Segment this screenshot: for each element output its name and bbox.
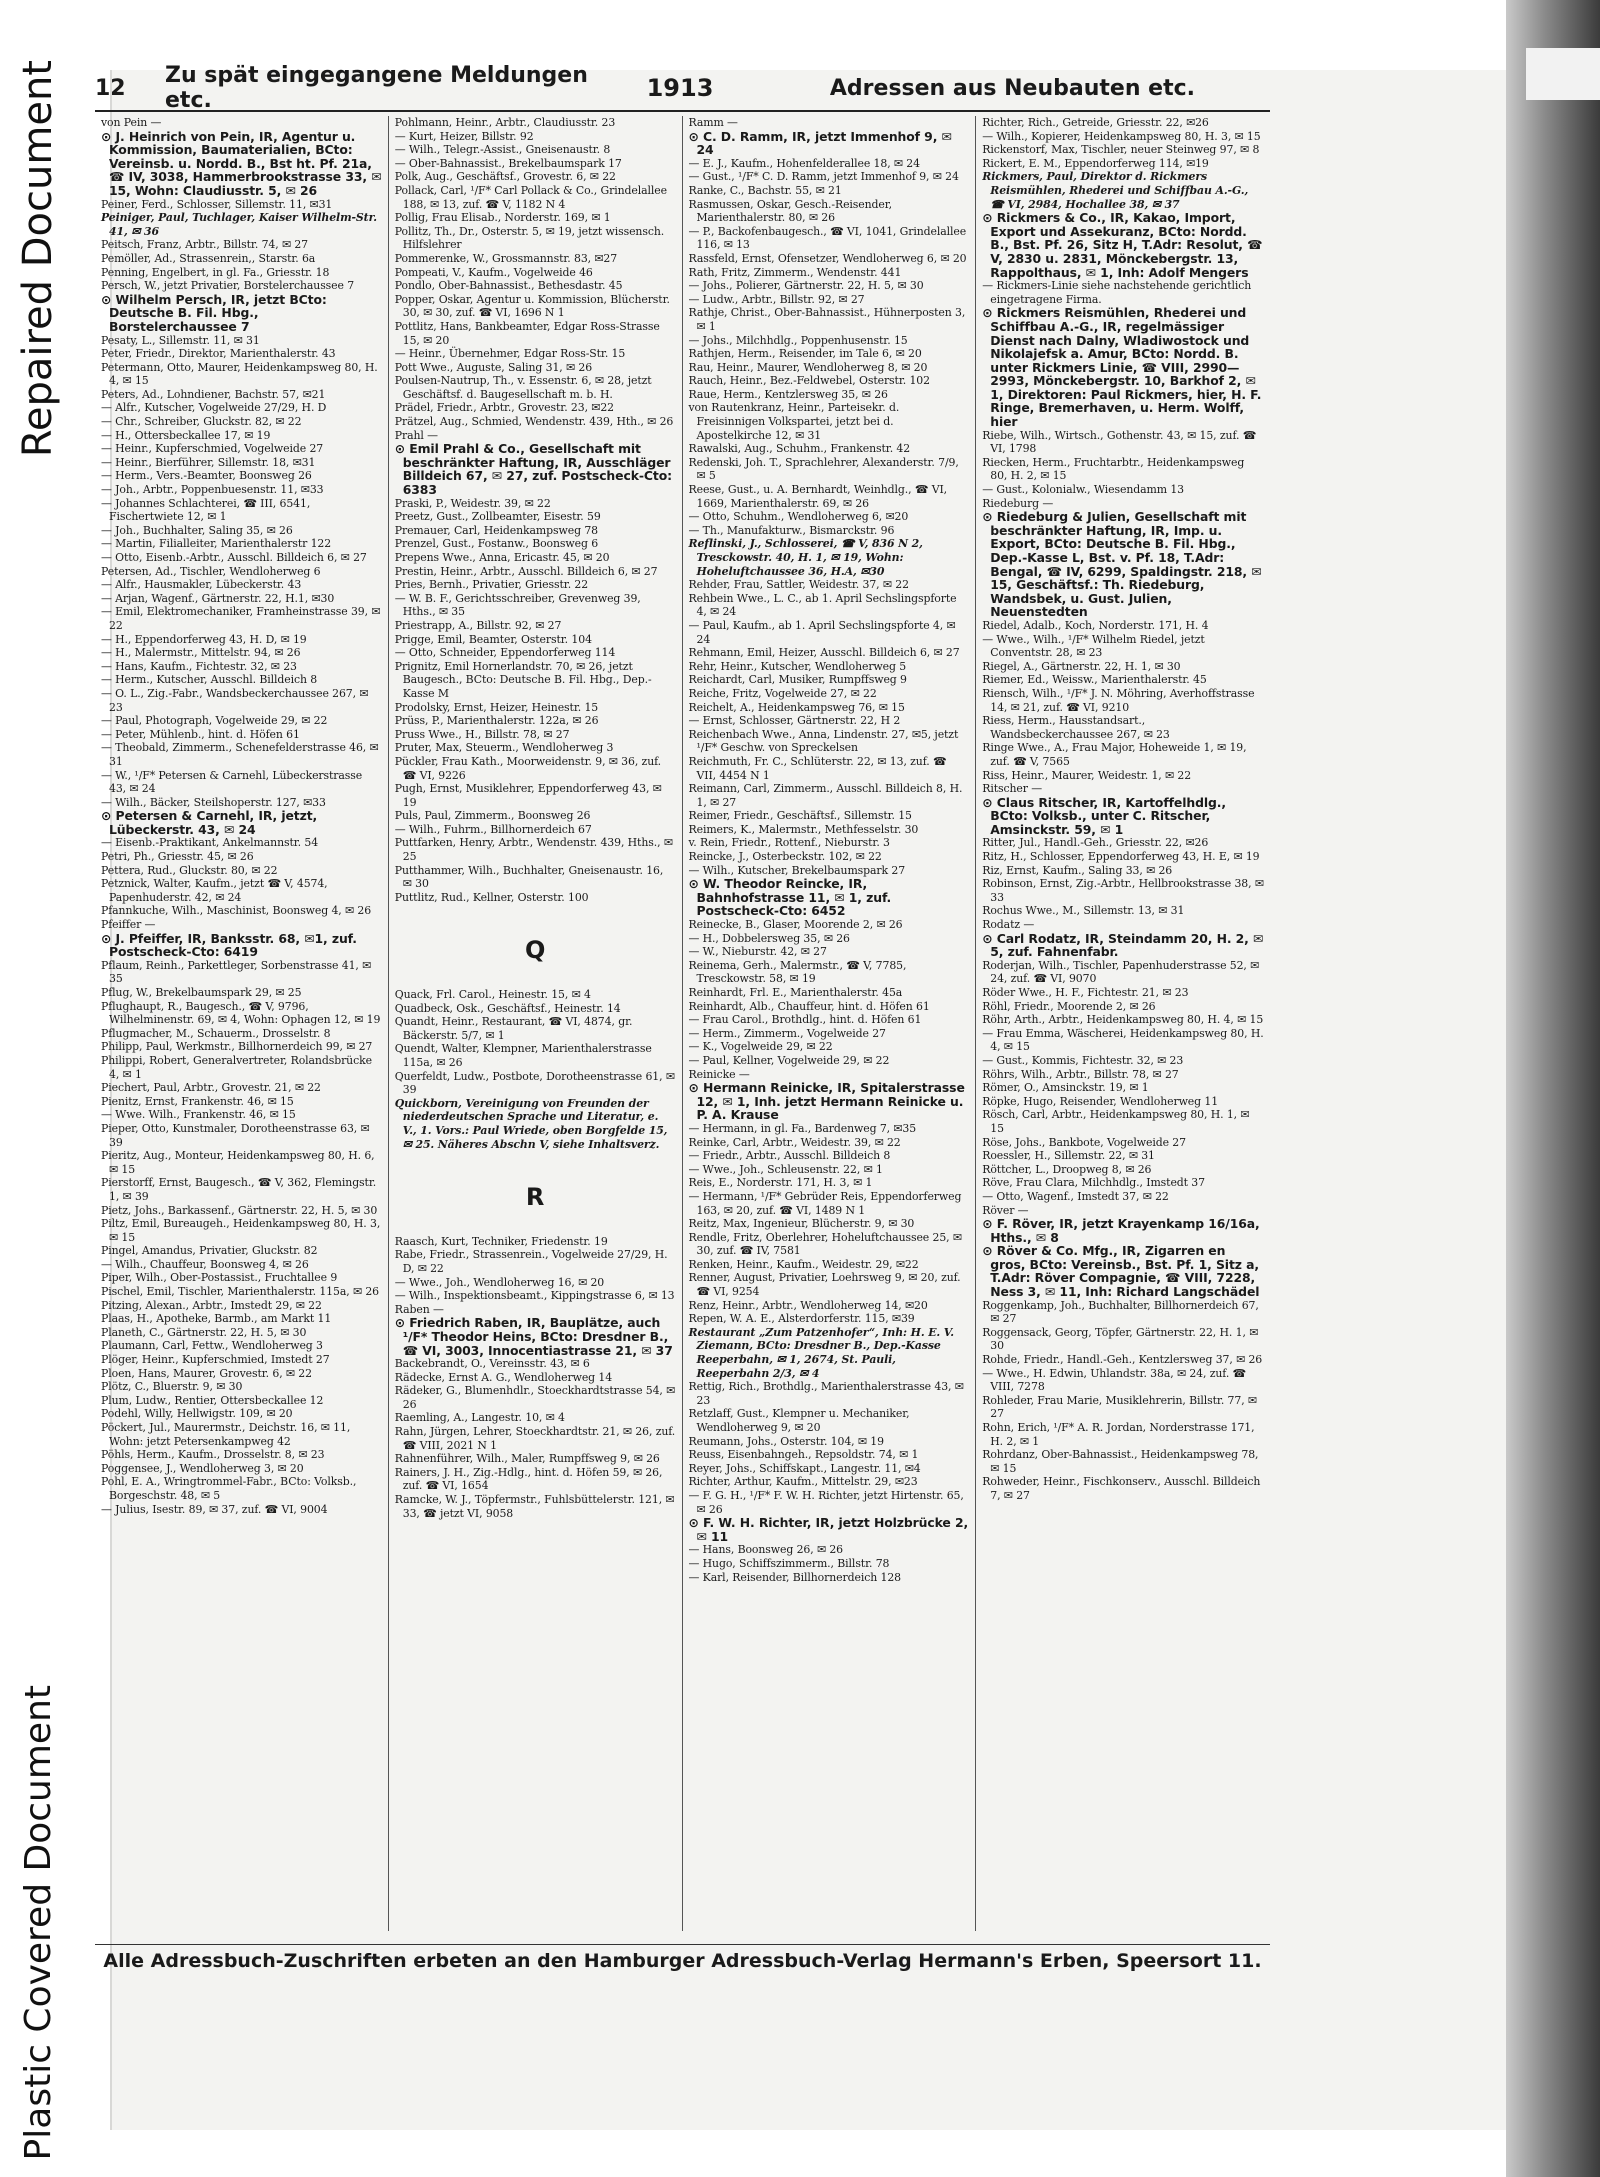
directory-entry: Pettera, Rud., Gluckstr. 80, ✉ 22 [101,863,278,877]
scanner-edge [1506,0,1600,2177]
directory-entry: — Ludw., Arbtr., Billstr. 92, ✉ 27 [688,292,865,306]
directory-entry: Restaurant „Zum Patzenhofer“, Inh: H. E. V. Ziemann, BCto: Dresdner B., Dep.-Kasse Reeperbahn, ✉ 1, 2674, St. Pauli, Reeperbahn 2/3, ✉ 4 [688,1325,954,1380]
directory-entry: Pohlmann, Heinr., Arbtr., Claudiusstr. 23 [394,116,616,129]
directory-entry: Rathje, Christ., Ober-Bahnassist., Hühnerposten 3, ✉ 1 [688,306,966,333]
directory-entry: Pückler, Frau Kath., Moorweidenstr. 9, ✉ 36, zuf. ☎ VI, 9226 [394,754,662,782]
directory-entry: Prahl — [394,428,438,442]
directory-entry: Pingel, Amandus, Privatier, Gluckstr. 82 [101,1244,318,1258]
directory-entry: Rabe, Friedr., Strassenrein., Vogelweide 27/29, H. D, ✉ 22 [394,1248,668,1275]
directory-entry: Roderjan, Wilh., Tischler, Papenhuderstrasse 52, ✉ 24, zuf. ☎ VI, 9070 [982,958,1260,986]
directory-entry: Peters, Ad., Lohndiener, Bachstr. 57, ✉21 [101,387,326,401]
directory-entry: Röder Wwe., H. F., Fichtestr. 21, ✉ 23 [982,986,1189,999]
directory-entry: Petersen, Ad., Tischler, Wendloherweg 6 [101,564,321,578]
firm-entry: ⊙ F. Röver, IR, jetzt Krayenkamp 16/16a, Hths., ✉ 8 [982,1216,1260,1245]
directory-entry: Raue, Herm., Kentzlersweg 35, ✉ 26 [688,387,888,401]
directory-entry: Puttfarken, Henry, Arbtr., Wendenstr. 439, Hths., ✉ 25 [394,836,673,864]
directory-entry: Raasch, Kurt, Techniker, Friedenstr. 19 [394,1234,608,1248]
directory-entry: Polk, Aug., Geschäftsf., Grovestr. 6, ✉ 22 [394,170,616,184]
directory-entry: Pitzing, Alexan., Arbtr., Imstedt 29, ✉ 22 [101,1298,322,1312]
directory-entry: — Ober-Bahnassist., Brekelbaumspark 17 [394,156,622,170]
directory-entry: Quendt, Walter, Klempner, Marienthalerstrasse 115a, ✉ 26 [394,1042,652,1069]
directory-entry: — Wilh., Inspektionsbeamt., Kippingstrasse 6, ✉ 13 [394,1289,675,1303]
directory-entry: Reinecke, B., Glaser, Moorende 2, ✉ 26 [688,918,903,932]
directory-entry: Reinhardt, Frl. E., Marienthalerstr. 45a [688,986,903,999]
directory-entry: — Karl, Reisender, Billhornerdeich 128 [688,1570,901,1584]
directory-entry: Riedeburg — [982,496,1054,510]
directory-entry: Petermann, Otto, Maurer, Heidenkampsweg 80, H. 4, ✉ 15 [101,360,378,388]
directory-entry: — Martin, Filialleiter, Marienthalerstr 122 [101,537,332,551]
directory-entry: — Wilh., Telegr.-Assist., Gneisenaustr. 8 [394,143,611,157]
directory-entry: Prestin, Heinr., Arbtr., Ausschl. Billdeich 6, ✉ 27 [394,564,658,578]
directory-entry: Prignitz, Emil Hornerlandstr. 70, ✉ 26, jetzt Baugesch., BCto: Deutsche B. Fil. Hbg., Dep.-Kasse M [394,659,652,700]
directory-entry: Pott Wwe., Auguste, Saling 31, ✉ 26 [394,360,593,374]
footer-notice: Alle Adressbuch-Zuschriften erbeten an den Hamburger Adressbuch-Verlag Hermann's Erben, Speersort 11. [103,1950,1262,1972]
directory-entry: — Wwe. Wilh., Frankenstr. 46, ✉ 15 [101,1108,296,1122]
directory-entry: Peitsch, Franz, Arbtr., Billstr. 74, ✉ 27 [101,238,308,252]
directory-entry: — Hermann, in gl. Fa., Bardenweg 7, ✉35 [688,1121,917,1135]
directory-entry: — W., Nieburstr. 42, ✉ 27 [688,945,827,959]
directory-entry: Rasmussen, Oskar, Gesch.-Reisender, Marienthalerstr. 80, ✉ 26 [688,197,893,225]
directory-entry: — Otto, Eisenb.-Arbtr., Ausschl. Billdeich 6, ✉ 27 [101,551,367,564]
directory-entry: Reinema, Gerh., Malermstr., ☎ V, 7785, Tresckowstr. 58, ✉ 19 [688,958,907,986]
directory-entry: — Wilh., Kutscher, Brekelbaumspark 27 [688,863,906,877]
directory-entry: Röhr, Arth., Arbtr., Heidenkampsweg 80, H. 4, ✉ 15 [982,1013,1264,1027]
directory-entry: Reimer, Friedr., Geschäftsf., Sillemstr. 15 [688,809,912,823]
directory-entry: Premauer, Carl, Heidenkampsweg 78 [394,523,598,537]
repaired-document-label: Repaired Document [15,60,61,458]
directory-entry: Rohrdanz, Ober-Bahnassist., Heidenkampsweg 78, ✉ 15 [982,1448,1259,1475]
directory-entry: — W. B. F., Gerichtsschreiber, Grevenweg 39, Hths., ✉ 35 [394,591,641,619]
directory-entry: Pollack, Carl, ¹/F* Carl Pollack & Co., Grindelallee 188, ✉ 13, zuf. ☎ V, 1182 N 4 [394,183,667,211]
firm-entry: ⊙ Riedeburg & Julien, Gesellschaft mit beschränkter Haftung, IR, Imp. u. Export, BCto: Deutsche B. Fil. Hbg., Dep.-Kasse L, Bst. v. Pf. 18, T.Adr: Bengal, ☎ IV, 6299, Spaldingstr. 218, ✉ 15, Geschäftsf.: Th. Riedeburg, Wandsbek, u. Gust. Julien, Neuenstedten [982,509,1262,620]
header-year: 1913 [646,74,714,102]
directory-entry: Renner, August, Privatier, Loehrsweg 9, ✉ 20, zuf. ☎ VI, 9254 [688,1271,961,1299]
directory-entry: Reichenbach Wwe., Anna, Lindenstr. 27, ✉5, jetzt ¹/F* Geschw. von Spreckelsen [688,727,959,755]
directory-entry: Rahnenführer, Wilh., Maler, Rumpffsweg 9, ✉ 26 [394,1452,660,1466]
directory-entry: Ritscher — [982,782,1043,796]
directory-entry: Querfeldt, Ludw., Postbote, Dorotheenstrasse 61, ✉ 39 [394,1069,675,1097]
directory-entry: Prodolsky, Ernst, Heizer, Heinestr. 15 [394,700,599,714]
directory-entry: — Eisenb.-Praktikant, Ankelmannstr. 54 [101,836,319,850]
directory-entry: Ritz, H., Schlosser, Eppendorferweg 43, H. E, ✉ 19 [982,850,1260,864]
directory-entry: Pieper, Otto, Kunstmaler, Dorotheenstrasse 63, ✉ 39 [101,1121,370,1149]
directory-entry: Pesaty, L., Sillemstr. 11, ✉ 31 [101,333,260,347]
directory-entry: Pemöller, Ad., Strassenrein,, Starstr. 6a [101,251,316,265]
directory-entry: Rehbein Wwe., L. C., ab 1. April Sechslingspforte 4, ✉ 24 [688,591,957,619]
directory-entry: Reese, Gust., u. A. Bernhardt, Weinhdlg., ☎ VI, 1669, Marienthalerstr. 69, ✉ 26 [688,483,948,510]
directory-entry: Ritter, Jul., Handl.-Geh., Griesstr. 22, ✉26 [982,836,1209,850]
directory-entry: Rehmann, Emil, Heizer, Ausschl. Billdeich 6, ✉ 27 [688,646,960,660]
directory-entry: Rainers, J. H., Zig.-Hdlg., hint. d. Höfen 59, ✉ 26, zuf. ☎ VI, 1654 [394,1465,663,1493]
directory-entry: Rauch, Heinr., Bez.-Feldwebel, Osterstr. 102 [688,374,930,388]
directory-entry: Riss, Heinr., Maurer, Weidestr. 1, ✉ 22 [982,768,1192,782]
side-stamp-area [0,0,70,2177]
directory-entry: Ramm — [688,116,738,129]
directory-entry: Reyer, Johs., Schiffskapt., Langestr. 11, ✉4 [688,1461,921,1475]
directory-entry: Römer, O., Amsinckstr. 19, ✉ 1 [982,1081,1149,1095]
directory-entry: — Hermann, ¹/F* Gebrüder Reis, Eppendorferweg 163, ✉ 20, zuf. ☎ VI, 1489 N 1 [688,1189,962,1217]
firm-entry: ⊙ Rickmers & Co., IR, Kakao, Import, Export und Assekuranz, BCto: Nordd. B., Bst. Pf. 26, Sitz H, T.Adr: Resolut, ☎ V, 2830 u. 2831, Mönckebergstr. 13, Rappolthaus, ✉ 1, Inh: Adolf Mengers [982,210,1263,280]
directory-entry: Riecken, Herm., Fruchtarbtr., Heidenkampsweg 80, H. 2, ✉ 15 [982,455,1245,483]
directory-entry: Rickert, E. M., Eppendorferweg 114, ✉19 [982,156,1209,170]
directory-entry: Popper, Oskar, Agentur u. Kommission, Blücherstr. 30, ✉ 30, zuf. ☎ VI, 1696 N 1 [394,292,670,320]
directory-entry: Richter, Rich., Getreide, Griesstr. 22, ✉26 [982,116,1209,129]
directory-entry: — Gust., Kolonialw., Wiesendamm 13 [982,483,1185,497]
firm-entry: ⊙ F. W. H. Richter, IR, jetzt Holzbrücke 2, ✉ 11 [688,1515,969,1544]
directory-entry: — H., Ottersbeckallee 17, ✉ 19 [101,428,271,442]
directory-entry: — W., ¹/F* Petersen & Carnehl, Lübeckerstrasse 43, ✉ 24 [101,768,363,796]
directory-entry: — Gust., Kommis, Fichtestr. 32, ✉ 23 [982,1053,1184,1067]
firm-entry: ⊙ J. Pfeiffer, IR, Banksstr. 68, ✉1, zuf. Postscheck-Cto: 6419 [101,930,357,960]
directory-entry: Quickborn, Vereinigung von Freunden der niederdeutschen Sprache und Literatur, e. V., 1. Vors.: Paul Wriede, oben Borgfelde 15, ✉ 25. Näheres Abschn V, siehe Inhaltsverz. [394,1096,668,1151]
side-labels [8,60,68,2160]
section-letter: R [525,1183,545,1212]
directory-entry: Riemer, Ed., Weissw., Marienthalerstr. 45 [982,673,1207,687]
directory-entry: — Paul, Photograph, Vogelweide 29, ✉ 22 [101,714,328,728]
directory-entry: Reis, E., Norderstr. 171, H. 3, ✉ 1 [688,1176,873,1190]
directory-entry: Peter, Friedr., Direktor, Marienthalerstr. 43 [101,347,336,361]
directory-entry: — Joh., Arbtr., Poppenbuesenstr. 11, ✉33 [101,483,324,497]
directory-entry: Renken, Heinr., Kaufm., Weidestr. 29, ✉22 [688,1257,919,1271]
directory-entry: — Heinr., Übernehmer, Edgar Ross-Str. 15 [394,347,626,361]
directory-entry: — Wwe., Joh., Wendloherweg 16, ✉ 20 [394,1275,605,1289]
directory-entry: Petri, Ph., Griesstr. 45, ✉ 26 [101,850,254,864]
directory-entry: Rodatz — [982,918,1035,932]
directory-entry: Roggensack, Georg, Töpfer, Gärtnerstr. 22, H. 1, ✉ 30 [982,1325,1259,1353]
directory-entry: Röhl, Friedr., Moorende 2, ✉ 26 [982,999,1156,1013]
directory-entry: — Alfr., Kutscher, Vogelweide 27/29, H. D [101,401,327,415]
directory-entry: Röve, Frau Clara, Milchhdlg., Imstedt 37 [982,1176,1205,1190]
directory-entry: Quack, Frl. Carol., Heinestr. 15, ✉ 4 [394,988,591,1002]
directory-entry: Prüss, P., Marienthalerstr. 122a, ✉ 26 [394,714,599,728]
directory-entry: Reuss, Eisenbahngeh., Repsoldstr. 74, ✉ 1 [688,1448,919,1462]
directory-entry: Rädeker, G., Blumenhdlr., Stoeckhardtstrasse 54, ✉ 26 [394,1384,676,1411]
firm-entry: ⊙ C. D. Ramm, IR, jetzt Immenhof 9, ✉ 24 [688,128,952,158]
directory-entry: Pflaum, Reinh., Parkettleger, Sorbenstrasse 41, ✉ 35 [101,958,372,986]
directory-entry: Ranke, C., Bachstr. 55, ✉ 21 [688,183,842,197]
directory-entry: Petznick, Walter, Kaufm., jetzt ☎ V, 4574, Papenhuderstr. 42, ✉ 24 [101,877,328,904]
directory-entry: Pischel, Emil, Tischler, Marienthalerstr. 115a, ✉ 26 [101,1285,379,1299]
directory-entry: Pflugmacher, M., Schauerm., Drosselstr. 8 [101,1026,331,1040]
directory-entry: Poggensee, J., Wendloherweg 3, ✉ 20 [101,1461,304,1475]
directory-entry: — Wilh., Bäcker, Steilshoperstr. 127, ✉33 [101,795,326,809]
directory-entry: Piper, Wilh., Ober-Postassist., Fruchtallee 9 [101,1271,338,1285]
directory-entry: Puls, Paul, Zimmerm., Boonsweg 26 [394,809,591,823]
directory-entry: Pottlitz, Hans, Bankbeamter, Edgar Ross-Strasse 15, ✉ 20 [394,319,660,347]
directory-entry: Pfannkuche, Wilh., Maschinist, Boonsweg 4, ✉ 26 [101,904,372,918]
directory-entry: — Herm., Zimmerm., Vogelweide 27 [688,1026,886,1040]
directory-entry: Raemling, A., Langestr. 10, ✉ 4 [394,1411,565,1425]
directory-entry: Plaumann, Carl, Fettw., Wendloherweg 3 [101,1339,323,1353]
directory-entry: Plaas, H., Apotheke, Barmb., am Markt 11 [101,1312,332,1326]
directory-entry: Riedel, Adalb., Koch, Norderstr. 171, H. 4 [982,618,1209,632]
directory-entry: Reiche, Fritz, Vogelweide 27, ✉ 22 [688,686,877,700]
directory-entry: Röpke, Hugo, Reisender, Wendloherweg 11 [982,1094,1219,1108]
directory-entry: Philippi, Robert, Generalvertreter, Rolandsbrücke 4, ✉ 1 [101,1053,372,1081]
firm-entry: ⊙ Wilhelm Persch, IR, jetzt BCto: Deutsche B. Fil. Hbg., Borstelerchaussee 7 [101,291,327,334]
directory-entry: Peiniger, Paul, Tuchlager, Kaiser Wilhelm-Str. 41, ✉ 36 [101,211,377,238]
plastic-covered-document-label: Plastic Covered Document [17,1684,59,2160]
directory-entry: Pohl, E. A., Wringtrommel-Fabr., BCto: Volksb., Borgeschstr. 48, ✉ 5 [101,1475,357,1502]
directory-entry: Rösch, Carl, Arbtr., Heidenkampsweg 80, H. 1, ✉ 15 [982,1108,1250,1135]
directory-entry: Rau, Heinr., Maurer, Wendloherweg 8, ✉ 20 [688,360,928,374]
directory-entry: Rath, Fritz, Zimmerm., Wendenstr. 441 [688,265,902,279]
directory-entry: Reflinski, J., Schlosserei, ☎ V, 836 N 2, Tresckowstr. 40, H. 1, ✉ 19, Wohn: Hoheluftchaussee 36, H.A, ✉30 [688,537,923,578]
header-rule [95,110,1270,112]
directory-entry: — Johannes Schlachterei, ☎ III, 6541, Fischertwiete 12, ✉ 1 [101,496,311,524]
directory-entry: Rahn, Jürgen, Lehrer, Stoeckhardtstr. 21, ✉ 26, zuf. ☎ VIII, 2021 N 1 [394,1425,676,1452]
directory-entry: — K., Vogelweide 29, ✉ 22 [688,1040,833,1054]
directory-entry: Robinson, Ernst, Zig.-Arbtr., Hellbrookstrasse 38, ✉ 33 [982,877,1264,904]
directory-entry: Pollig, Frau Elisab., Norderstr. 169, ✉ 1 [394,211,611,225]
directory-entry: Rickenstorf, Max, Tischler, neuer Steinweg 97, ✉ 8 [982,143,1260,157]
directory-entry: Reimers, K., Malermstr., Methfesselstr. 30 [688,822,919,836]
directory-entry: — Johs., Polierer, Gärtnerstr. 22, H. 5, ✉ 30 [688,279,924,293]
directory-entry: Riegel, A., Gärtnerstr. 22, H. 1, ✉ 30 [982,659,1181,673]
directory-entry: Richter, Arthur, Kaufm., Mittelstr. 29, ✉23 [688,1475,918,1489]
directory-entry: — O. L., Zig.-Fabr., Wandsbeckerchaussee 267, ✉ 23 [101,686,369,714]
directory-entry: Röver — [982,1203,1029,1217]
directory-entry: — H., Malermstr., Mittelstr. 94, ✉ 26 [101,646,301,660]
directory-entry: Backebrandt, O., Vereinsstr. 43, ✉ 6 [394,1357,590,1371]
directory-entry: — Hans, Boonsweg 26, ✉ 26 [688,1543,844,1557]
directory-entry: Reinhardt, Alb., Chauffeur, hint. d. Höfen 61 [688,999,930,1013]
directory-entry: Pfeiffer — [101,918,156,932]
directory-entry: — Arjan, Wagenf., Gärtnerstr. 22, H.1, ✉30 [101,591,335,605]
firm-entry: ⊙ W. Theodor Reincke, IR, Bahnhofstrasse 11, ✉ 1, zuf. Postscheck-Cto: 6452 [688,876,892,919]
directory-entry: — Wwe., H. Edwin, Uhlandstr. 38a, ✉ 24, zuf. ☎ VIII, 7278 [982,1366,1247,1394]
directory-entry: Reichmuth, Fr. C., Schlüterstr. 22, ✉ 13, zuf. ☎ VII, 4454 N 1 [688,754,947,782]
directory-entry: Rohde, Friedr., Handl.-Geh., Kentzlersweg 37, ✉ 26 [982,1353,1263,1367]
column-4 [976,116,1270,1931]
directory-entry: — Chr., Schreiber, Gluckstr. 82, ✉ 22 [101,415,302,429]
directory-entry: Priestrapp, A., Billstr. 92, ✉ 27 [394,618,562,632]
directory-entry: — Otto, Wagenf., Imstedt 37, ✉ 22 [982,1189,1169,1203]
directory-entry: Reitz, Max, Ingenieur, Blücherstr. 9, ✉ 30 [688,1217,915,1231]
directory-entry: — Rickmers-Linie siehe nachstehende gerichtlich eingetragene Firma. [982,279,1252,306]
directory-entry: — Frau Emma, Wäscherei, Heidenkampsweg 80, H. 4, ✉ 15 [982,1026,1264,1054]
column-3 [683,116,977,1931]
directory-entry: Repen, W. A. E., Alsterdorferstr. 115, ✉39 [688,1312,915,1326]
page-header [95,63,1275,113]
directory-entry: Prenzel, Gust., Fostanw., Boonsweg 6 [394,537,599,551]
directory-entry: Röhrs, Wilh., Arbtr., Billstr. 78, ✉ 27 [982,1067,1179,1081]
directory-entry: Rehr, Heinr., Kutscher, Wendloherweg 5 [688,659,907,673]
directory-entry: — H., Dobbelersweg 35, ✉ 26 [688,931,850,945]
firm-entry: ⊙ Claus Ritscher, IR, Kartoffelhdlg., BCto: Volksb., unter C. Ritscher, Amsinckstr. 59, ✉ 1 [982,794,1226,837]
directory-entry: — Hans, Kaufm., Fichtestr. 32, ✉ 23 [101,659,297,673]
directory-entry: — Otto, Schneider, Eppendorferweg 114 [394,646,616,660]
directory-entry: Pollitz, Th., Dr., Osterstr. 5, ✉ 19, jetzt wissensch. Hilfslehrer [394,224,665,252]
firm-entry: ⊙ Rickmers Reismühlen, Rhederei und Schiffbau A.-G., IR, regelmässiger Dienst nach Dalny, Wladiwostock und Nikolajefsk a. Amur, BCto: Nordd. B. unter Rickmers Linie, ☎ VIII, 2990—2993, Mönckebergstr. 10, Barkhof 2, ✉ 1, Direktoren: Paul Rickmers, hier, H. F. Ringe, Bremerhaven, u. Herm. Wolff, hier [982,305,1262,430]
directory-entry: Prädel, Friedr., Arbtr., Grovestr. 23, ✉22 [394,401,614,415]
firm-entry: ⊙ Emil Prahl & Co., Gesellschaft mit beschränkter Haftung, IR, Ausschläger Billdeich 67, ✉ 27, zuf. Postscheck-Cto: 6383 [394,441,672,498]
directory-entry: Röttcher, L., Droopweg 8, ✉ 26 [982,1162,1152,1176]
directory-entry: — Otto, Schuhm., Wendloherweg 6, ✉20 [688,510,909,524]
directory-entry: Planeth, C., Gärtnerstr. 22, H. 5, ✉ 30 [101,1325,307,1339]
directory-entry: Piltz, Emil, Bureaugeh., Heidenkampsweg 80, H. 3, ✉ 15 [101,1217,381,1244]
directory-entry: Quadbeck, Osk., Geschäftsf., Heinestr. 14 [394,1001,621,1015]
directory-entry: Rochus Wwe., M., Sillemstr. 13, ✉ 31 [982,904,1185,918]
directory-entry: Ramcke, W. J., Töpfermstr., Fuhlsbüttelerstr. 121, ✉ 33, ☎ jetzt VI, 9058 [394,1493,675,1520]
directory-entry: Reimann, Carl, Zimmerm., Ausschl. Billdeich 8, H. 1, ✉ 27 [688,782,963,809]
directory-entry: — Johs., Milchhdlg., Poppenhusenstr. 15 [688,333,908,347]
directory-entry: Piechert, Paul, Arbtr., Grovestr. 21, ✉ 22 [101,1081,321,1095]
directory-entry: von Pein — [101,116,162,129]
directory-entry: Reichelt, A., Heidenkampsweg 76, ✉ 15 [688,700,905,714]
directory-entry: Retzlaff, Gust., Klempner u. Mechaniker, Wendloherweg 9, ✉ 20 [688,1407,910,1434]
firm-entry: ⊙ Petersen & Carnehl, IR, jetzt, Lübeckerstr. 43, ✉ 24 [101,808,318,837]
directory-entry: Rathjen, Herm., Reisender, im Tale 6, ✉ 20 [688,347,922,361]
directory-entry: — Th., Manufakturw., Bismarckstr. 96 [688,523,895,537]
footer-rule [95,1944,1270,1945]
directory-entry: — Kurt, Heizer, Billstr. 92 [394,129,534,143]
directory-entry: — H., Eppendorferweg 43, H. D, ✉ 19 [101,632,307,646]
directory-entry: Riess, Herm., Hausstandsart., Wandsbeckerchaussee 267, ✉ 23 [982,714,1170,741]
directory-entry: Redenski, Joh. T., Sprachlehrer, Alexanderstr. 7/9, ✉ 5 [688,455,959,483]
column-2 [389,116,683,1931]
directory-entry: Roessler, H., Sillemstr. 22, ✉ 31 [982,1149,1155,1163]
directory-entry: — Joh., Buchhalter, Saling 35, ✉ 26 [101,523,293,537]
directory-entry: Renz, Heinr., Arbtr., Wendloherweg 14, ✉20 [688,1298,928,1312]
firm-entry: ⊙ J. Heinrich von Pein, IR, Agentur u. Kommission, Baumaterialien, BCto: Vereinsb. u. Nordd. B., Bst ht. Pf. 21a, ☎ IV, 3038, Hammerbrookstrasse 33, ✉ 15, Wohn: Claudiusstr. 5, ✉ 26 [101,128,382,198]
directory-entry: Riensch, Wilh., ¹/F* J. N. Möhring, Averhoffstrasse 14, ✉ 21, zuf. ☎ VI, 9210 [982,686,1255,714]
directory-entry: — F. G. H., ¹/F* F. W. H. Richter, jetzt Hirtenstr. 65, ✉ 26 [688,1488,964,1516]
directory-entry: Reumann, Johs., Osterstr. 104, ✉ 19 [688,1434,884,1448]
directory-entry: Puttlitz, Rud., Kellner, Osterstr. 100 [394,890,589,904]
directory-entry: Reichardt, Carl, Musiker, Rumpffsweg 9 [688,673,907,687]
column-1 [95,116,389,1931]
directory-entry: — Gust., ¹/F* C. D. Ramm, jetzt Immenhof 9, ✉ 24 [688,170,959,184]
directory-entry: Rädecke, Ernst A. G., Wendloherweg 14 [394,1370,613,1384]
directory-entry: Riebe, Wilh., Wirtsch., Gothenstr. 43, ✉ 15, zuf. ☎ VI, 1798 [982,428,1257,456]
directory-entry: Preetz, Gust., Zollbeamter, Eisestr. 59 [394,510,601,524]
directory-entry: Pienitz, Ernst, Frankenstr. 46, ✉ 15 [101,1094,294,1108]
directory-entry: Pugh, Ernst, Musiklehrer, Eppendorferweg 43, ✉ 19 [394,782,662,809]
directory-entry: — Theobald, Zimmerm., Schenefelderstrasse 46, ✉ 31 [101,741,379,768]
directory-entry: — Peter, Mühlenb., hint. d. Höfen 61 [101,727,300,741]
directory-entry: — Heinr., Kupferschmied, Vogelweide 27 [101,442,324,456]
directory-entry: Pöhls, Herm., Kaufm., Drosselstr. 8, ✉ 23 [101,1448,325,1462]
directory-entry: Pompeati, V., Kaufm., Vogelweide 46 [394,265,593,279]
directory-entry: Rawalski, Aug., Schuhm., Frankenstr. 42 [688,442,911,456]
directory-entry: — Heinr., Bierführer, Sillemstr. 18, ✉31 [101,455,316,469]
header-left-title: Zu spät eingegangene Meldungen etc. [165,63,588,113]
firm-entry: ⊙ Friedrich Raben, IR, Bauplätze, auch ¹/F* Theodor Heins, BCto: Dresdner B., ☎ VI, 3003, Innocentiastrasse 21, ✉ 37 [394,1315,673,1358]
section-letter: Q [524,936,546,965]
directory-entry: Pietz, Johs., Barkassenf., Gärtnerstr. 22, H. 5, ✉ 30 [101,1203,378,1217]
directory-entry: Pierstorff, Ernst, Baugesch., ☎ V, 362, Flemingstr. 1, ✉ 39 [101,1176,377,1203]
directory-entry: Philipp, Paul, Werkmstr., Billhornerdeich 99, ✉ 27 [101,1040,373,1054]
firm-entry: ⊙ Carl Rodatz, IR, Steindamm 20, H. 2, ✉ 5, zuf. Fahnenfabr. [982,930,1264,960]
directory-entry: Peiner, Ferd., Schlosser, Sillemstr. 11, ✉31 [101,197,333,211]
directory-entry: — E. J., Kaufm., Hohenfelderallee 18, ✉ 24 [688,156,920,170]
directory-entry: Podehl, Willy, Hellwigstr. 109, ✉ 20 [101,1407,293,1421]
directory-entry: Prätzel, Aug., Schmied, Wendenstr. 439, Hth., ✉ 26 [394,415,674,429]
directory-entry: Pflughaupt, R., Baugesch., ☎ V, 9796, Wilhelminenstr. 69, ✉ 4, Wohn: Ophagen 12, ✉ 19 [101,999,381,1027]
directory-entry: Rohleder, Frau Marie, Musiklehrerin, Billstr. 77, ✉ 27 [982,1393,1257,1421]
directory-entry: Riz, Ernst, Kaufm., Saling 33, ✉ 26 [982,863,1173,877]
directory-entry: Pruss Wwe., H., Billstr. 78, ✉ 27 [394,727,570,741]
directory-entry: Ringe Wwe., A., Frau Major, Hoheweide 1, ✉ 19, zuf. ☎ V, 7565 [982,741,1247,768]
directory-entry: — Julius, Isestr. 89, ✉ 37, zuf. ☎ VI, 9004 [101,1502,328,1516]
directory-entry: — Paul, Kellner, Vogelweide 29, ✉ 22 [688,1053,890,1067]
directory-entry: Rickmers, Paul, Direktor d. Rickmers Reismühlen, Rhederei und Schiffbau A.-G., ☎ VI, 2984, Hochallee 38, ✉ 37 [982,170,1249,211]
directory-entry: Rohn, Erich, ¹/F* A. R. Jordan, Norderstrasse 171, H. 2, ✉ 1 [982,1421,1255,1448]
directory-entry: — Emil, Elektromechaniker, Framheinstrasse 39, ✉ 22 [101,605,381,632]
directory-entry: — P., Backofenbaugesch., ☎ VI, 1041, Grindelallee 116, ✉ 13 [688,224,967,252]
directory-entry: Quandt, Heinr., Restaurant, ☎ VI, 4874, gr. Bäckerstr. 5/7, ✉ 1 [394,1015,633,1042]
directory-entry: — Ernst, Schlosser, Gärtnerstr. 22, H 2 [688,714,901,728]
directory-entry: Prigge, Emil, Beamter, Osterstr. 104 [394,632,592,646]
directory-entry: v. Rein, Friedr., Rottenf., Nieburstr. 3 [688,836,890,850]
directory-entry: Poulsen-Nautrup, Th., v. Essenstr. 6, ✉ 28, jetzt Geschäftsf. d. Baugesellschaft m. b. H. [394,374,652,401]
directory-entry: — Wilh., Chauffeur, Boonsweg 4, ✉ 26 [101,1257,309,1271]
directory-entry: Pries, Bernh., Privatier, Griesstr. 22 [394,578,589,592]
directory-entry: Plötz, C., Bluerstr. 9, ✉ 30 [101,1380,243,1394]
directory-entry: Putthammer, Wilh., Buchhalter, Gneisenaustr. 16, ✉ 30 [394,863,664,891]
directory-entry: Reinicke — [688,1067,750,1081]
directory-entry: Rettig, Rich., Brothdlg., Marienthalerstrasse 43, ✉ 23 [688,1380,964,1407]
directory-entry: Raben — [394,1302,444,1316]
firm-entry: ⊙ Hermann Reinicke, IR, Spitalerstrasse 12, ✉ 1, Inh. jetzt Hermann Reinicke u. P. A. Krause [688,1080,965,1123]
directory-entry: Reinke, Carl, Arbtr., Weidestr. 39, ✉ 22 [688,1135,901,1149]
firm-entry: ⊙ Röver & Co. Mfg., IR, Zigarren en gros, BCto: Vereinsb., Bst. Pf. 1, Sitz a, T.Adr: Röver Compagnie, ☎ VIII, 7228, Ness 3, ✉ 11, Inh: Richard Langschädel [982,1243,1260,1300]
directory-entry: — Alfr., Hausmakler, Lübeckerstr. 43 [101,578,302,592]
directory-entry: Reincke, J., Osterbeckstr. 102, ✉ 22 [688,850,882,864]
directory-columns [95,116,1270,1931]
directory-entry: Rendle, Fritz, Oberlehrer, Hoheluftchaussee 25, ✉ 30, zuf. ☎ IV, 7581 [688,1230,962,1258]
directory-entry: Plöger, Heinr., Kupferschmied, Imstedt 27 [101,1353,330,1367]
directory-entry: — Paul, Kaufm., ab 1. April Sechslingspforte 4, ✉ 24 [688,618,956,646]
directory-entry: Pöckert, Jul., Maurermstr., Deichstr. 16, ✉ 11, Wohn: jetzt Petersenkampweg 42 [101,1421,351,1448]
directory-entry: Pruter, Max, Steuerm., Wendloherweg 3 [394,741,614,755]
directory-entry: — Wwe., Wilh., ¹/F* Wilhelm Riedel, jetzt Conventstr. 28, ✉ 23 [982,632,1205,660]
directory-entry: Röse, Johs., Bankbote, Vogelweide 27 [982,1135,1186,1149]
directory-entry: — Friedr., Arbtr., Ausschl. Billdeich 8 [688,1149,891,1163]
directory-entry: Pondlo, Ober-Bahnassist., Bethesdastr. 45 [394,279,623,293]
directory-entry: — Wilh., Fuhrm., Billhornerdeich 67 [394,822,592,836]
directory-entry: — Hugo, Schiffszimmerm., Billstr. 78 [688,1556,890,1570]
directory-entry: Pommerenke, W., Grossmannstr. 83, ✉27 [394,251,618,265]
page-number: 12 [95,75,126,101]
directory-entry: — Herm., Kutscher, Ausschl. Billdeich 8 [101,673,318,687]
directory-entry: — Herm., Vers.-Beamter, Boonsweg 26 [101,469,312,483]
directory-entry: — Wilh., Kopierer, Heidenkampsweg 80, H. 3, ✉ 15 [982,129,1261,143]
directory-entry: Pflug, W., Brekelbaumspark 29, ✉ 25 [101,986,302,999]
directory-entry: Rehder, Frau, Sattler, Weidestr. 37, ✉ 22 [688,578,909,592]
directory-entry: Praski, P., Weidestr. 39, ✉ 22 [394,496,551,510]
header-right-title: Adressen aus Neubauten etc. [829,75,1195,101]
directory-entry: Prepens Wwe., Anna, Ericastr. 45, ✉ 20 [394,551,610,564]
directory-entry: — Frau Carol., Brothdlg., hint. d. Höfen 61 [688,1013,922,1027]
directory-entry: Penning, Engelbert, in gl. Fa., Griesstr. 18 [101,265,330,279]
directory-entry: Roggenkamp, Joh., Buchhalter, Billhornerdeich 67, ✉ 27 [982,1298,1259,1326]
directory-entry: von Rautenkranz, Heinr., Parteisekr. d. Freisinnigen Volkspartei, jetzt bei d. Apostelkirche 12, ✉ 31 [688,401,900,442]
directory-entry: Ploen, Hans, Maurer, Grovestr. 6, ✉ 22 [101,1366,312,1380]
directory-entry: Rohweder, Heinr., Fischkonserv., Ausschl. Billdeich 7, ✉ 27 [982,1475,1261,1502]
directory-entry: Rassfeld, Ernst, Ofensetzer, Wendloherweg 6, ✉ 20 [688,251,967,265]
directory-entry: — Wwe., Joh., Schleusenstr. 22, ✉ 1 [688,1162,883,1176]
directory-entry: Persch, W., jetzt Privatier, Borstelerchaussee 7 [101,279,355,293]
directory-entry: Pieritz, Aug., Monteur, Heidenkampsweg 80, H. 6, ✉ 15 [101,1149,375,1176]
directory-entry: Plum, Ludw., Rentier, Ottersbeckallee 12 [101,1393,324,1407]
